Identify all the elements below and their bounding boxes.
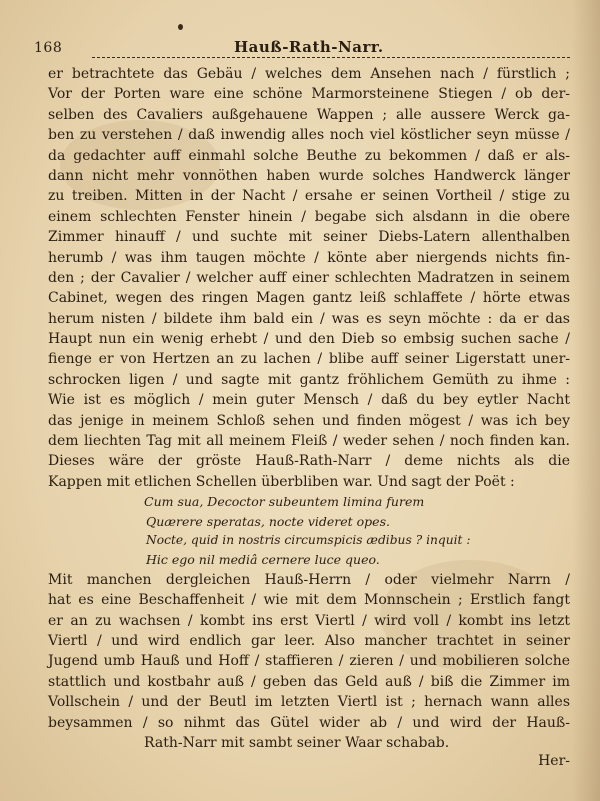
text-line: stattlich und kostbahr auß / geben das Geld auß / biß die Zimmer im bbox=[48, 673, 570, 690]
text-line: er an zu wachsen / kombt ins erst Viertl / wird voll / kombt ins letzt bbox=[48, 612, 570, 629]
text-line: einem schlechten Fenster hinein / begabe sich alsdann in die obere bbox=[48, 208, 570, 225]
text-line: den ; der Cavalier / welcher auff einer schlechten Madratzen in seinem bbox=[48, 269, 570, 286]
running-title: Hauß-Rath-Narr. bbox=[234, 38, 384, 56]
text-line: schrocken ligen / und sagte mit gantz fröhlichem Gemüth zu ihme : bbox=[48, 371, 570, 388]
text-line: Wie ist es möglich / mein guter Mensch / daß du bey eytler Nacht bbox=[48, 392, 570, 409]
text-line: dann nicht mehr vonnöthen haben wurde solches Handwerck länger bbox=[48, 167, 570, 184]
text-line: Vor der Porten ware eine schöne Marmorsteinene Stiegen / ob der- bbox=[48, 86, 570, 103]
page-edge-shadow bbox=[572, 0, 600, 801]
body-text bbox=[48, 64, 570, 770]
latin-quote-line: Cum sua, Decoctor subeuntem limina furem bbox=[144, 494, 425, 510]
text-line: beysammen / so nihmt das Gütel wider ab / und wird der Hauß- bbox=[48, 714, 570, 731]
text-line: herum nisten / bildete ihm bald ein / was es seyn möchte : da er das bbox=[48, 310, 570, 327]
latin-quote-line: Nocte, quid in nostris circumspicis ædibus ? inquit : bbox=[146, 532, 471, 547]
header-rule bbox=[92, 57, 570, 58]
text-line: Vollschein / und der Beutl im letzten Viertl ist ; hernach wann alles bbox=[48, 694, 570, 711]
page-header bbox=[34, 38, 564, 62]
text-line: Mit manchen dergleichen Hauß-Herrn / oder vielmehr Narrn / bbox=[48, 571, 570, 588]
text-line: zu treiben. Mitten in der Nacht / ersahe er seinen Vortheil / stige zu bbox=[48, 188, 570, 205]
latin-quote-line: Hic ego nil mediâ cernere luce queo. bbox=[146, 552, 380, 568]
text-line: das jenige in meinem Schloß sehen und finden mögest / was ich bey bbox=[48, 412, 570, 429]
text-line: ben zu verstehen / daß inwendig alles noch viel köstlicher seyn müsse / bbox=[48, 127, 570, 144]
text-line: Jugend umb Hauß und Hoff / staffieren / zieren / und mobilieren solche bbox=[48, 653, 570, 670]
text-line: da gedachter auff einmahl solche Beuthe zu bekommen / daß er als- bbox=[48, 147, 570, 164]
text-line: Kappen mit etlichen Schellen überbliben war. Und sagt der Poët : bbox=[48, 473, 515, 490]
text-line: dem liechten Tag mit all meinem Fleiß / weder sehen / noch finden kan. bbox=[48, 433, 570, 450]
latin-quote-line: Quærere speratas, nocte videret opes. bbox=[146, 513, 390, 529]
text-line: er betrachtete das Gebäu / welches dem Ansehen nach / fürstlich ; bbox=[48, 66, 570, 82]
ink-mark bbox=[178, 24, 183, 30]
text-line: Cabinet, wegen des ringen Magen gantz leiß schlaffete / hörte etwas bbox=[48, 290, 570, 307]
text-line: Viertl / und wird endlich gar leer. Also mancher trachtet in seiner bbox=[48, 632, 570, 649]
text-line: selben des Cavaliers außgehauene Wappen ; alle aussere Werck ga- bbox=[48, 106, 570, 123]
text-line: herumb / was ihm taugen möchte / könte aber niergends nichts fin- bbox=[48, 249, 570, 266]
text-line: hat es eine Beschaffenheit / wie mit dem Monnschein ; Erstlich fangt bbox=[48, 592, 570, 609]
text-line: fienge er von Hertzen an zu lachen / blibe auff seiner Ligerstatt uner- bbox=[48, 351, 570, 368]
text-line: Zimmer hinauff / und suchte mit seiner Diebs-Latern allenthalben bbox=[48, 229, 570, 246]
page-number: 168 bbox=[34, 40, 63, 56]
text-line: Rath-Narr mit sambt seiner Waar schabab. bbox=[144, 734, 450, 751]
catchword: Her- bbox=[538, 753, 570, 770]
text-line: Haupt nun ein wenig erhebt / und den Dieb so embsig suchen sache / bbox=[48, 331, 570, 348]
text-line: Dieses wäre der gröste Hauß-Rath-Narr / deme nichts als die bbox=[48, 453, 570, 470]
